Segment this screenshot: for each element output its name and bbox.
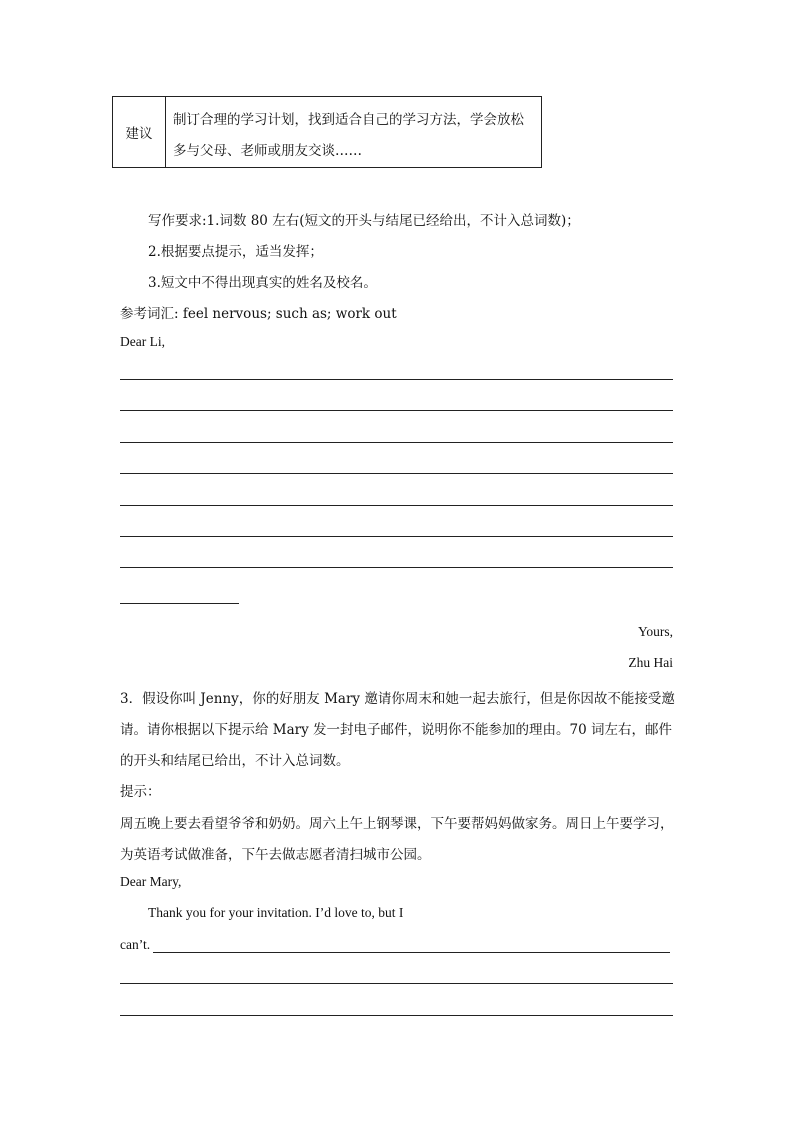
writing-line[interactable]	[120, 505, 673, 506]
hint-label: 提示：	[120, 784, 161, 800]
reference-vocab: 参考词汇: feel nervous; such as; work out	[120, 306, 397, 322]
letter2-greeting: Dear Mary,	[120, 874, 182, 889]
hint-line: 为英语考试做准备，下午去做志愿者清扫城市公园。	[120, 847, 431, 863]
table-content-line: 制订合理的学习计划，找到适合自己的学习方法，学会放松	[173, 112, 524, 128]
writing-line[interactable]	[120, 473, 673, 474]
requirement-1: 写作要求:1.词数 80 左右(短文的开头与结尾已经给出，不计入总词数)；	[148, 213, 580, 229]
task3-prompt-line: 3．假设你叫 Jenny，你的好朋友 Mary 邀请你周末和她一起去旅行，但是你因故不能接受邀	[120, 691, 675, 707]
requirement-3: 3.短文中不得出现真实的姓名及校名。	[148, 275, 377, 291]
task3-prompt-line: 请。请你根据以下提示给 Mary 发一封电子邮件，说明你不能参加的理由。70 词左右，邮件	[120, 722, 673, 738]
table-content-line: 多与父母、老师或朋友交谈……	[173, 143, 362, 159]
table-header-cell: 建议	[113, 97, 166, 167]
letter1-signature: Zhu Hai	[628, 655, 673, 670]
letter2-body-start: can’t.	[120, 937, 151, 952]
suggestion-table	[112, 96, 542, 168]
writing-line[interactable]	[120, 567, 673, 568]
task3-prompt-line: 的开头和结尾已给出，不计入总词数。	[120, 753, 350, 769]
writing-line[interactable]	[120, 410, 673, 411]
hint-line: 周五晚上要去看望爷爷和奶奶。周六上午上钢琴课，下午要帮妈妈做家务。周日上午要学习，	[120, 816, 674, 832]
writing-line[interactable]	[153, 952, 670, 953]
letter2-body-line: Thank you for your invitation. I’d love to, but I	[148, 905, 404, 920]
requirement-2: 2.根据要点提示，适当发挥；	[148, 244, 323, 260]
writing-line[interactable]	[120, 536, 673, 537]
letter1-closing: Yours,	[637, 624, 673, 639]
writing-line[interactable]	[120, 379, 673, 380]
table-content-cell	[166, 97, 541, 167]
writing-line-short[interactable]	[120, 603, 239, 604]
letter1-greeting: Dear Li,	[120, 334, 165, 349]
writing-line[interactable]	[120, 442, 673, 443]
writing-line[interactable]	[120, 1015, 673, 1016]
writing-line[interactable]	[120, 983, 673, 984]
